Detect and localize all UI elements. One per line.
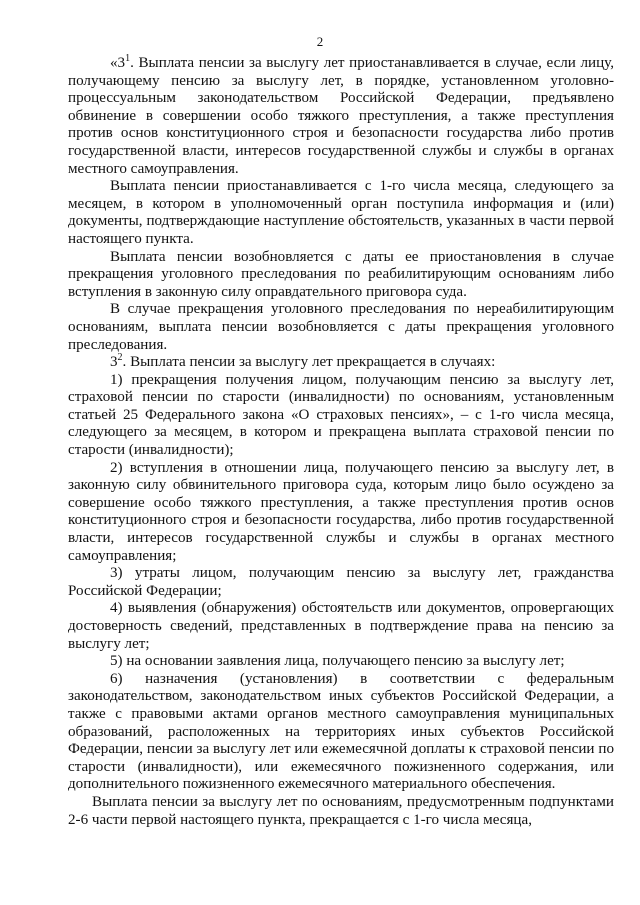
clause-superscript: 1 [125, 52, 131, 64]
list-item-6: 6) назначения (установления) в соответствии с федеральным законодательством, законодательством иных субъектов Российской Федерации, а также с правовыми актами органов местного самоуправления муниципальных образований, расположенных на территориях иных субъектов Российской Федерации, пенсии за выслугу лет или ежемесячной доплаты к страховой пенсии по старости (инвалидности), или ежемесячного пожизненного содержания, или дополнительного пожизненного ежемесячного материального обеспечения. [68, 670, 614, 793]
paragraph-text: . Выплата пенсии за выслугу лет прекращается в случаях: [122, 354, 496, 371]
page-number: 2 [316, 34, 324, 49]
document-body [68, 52, 614, 829]
list-item-4: 4) выявления (обнаружения) обстоятельств или документов, опровергающих достоверность сведений, представленных в подтверждение права на пенсию за выслугу лет; [68, 600, 614, 652]
paragraph-text: . Выплата пенсии за выслугу лет приостанавливается в случае, если лицу, получающему пенсию за выслугу лет, в порядке, установленном уголовно-процессуальным законодательством Российской Федерации, предъявлено обвинение в совершении особо тяжкого преступления, а также преступления против основ конституционного строя и безопасности государства либо против государственной власти, интересов государственной службы и службы в органах местного самоуправления. [68, 55, 614, 177]
paragraph-3-2 [68, 354, 614, 372]
paragraph: В случае прекращения уголовного преследования по нереабилитирующим основаниям, выплата пенсии возобновляется с даты прекращения уголовного преследования. [68, 301, 614, 353]
paragraph: Выплата пенсии приостанавливается с 1-го числа месяца, следующего за месяцем, в котором в уполномоченный орган поступила информация и (или) документы, подтверждающие наступление обстоятельств, указанных в части первой настоящего пункта. [68, 178, 614, 247]
clause-number: «3 [110, 55, 126, 71]
list-item-2: 2) вступления в отношении лица, получающего пенсию за выслугу лет, в законную силу обвинительного приговора суда, которым лицо было осуждено за совершение особо тяжкого преступления, а также преступления против основ конституционного строя и безопасности государства, либо против государственной власти, интересов государственной службы и службы в органах местного самоуправления; [68, 459, 614, 564]
list-item-1: 1) прекращения получения лицом, получающим пенсию за выслугу лет, страховой пенсии по старости (инвалидности) по основаниям, установленным статьей 25 Федерального закона «О страховых пенсиях», – с 1-го числа месяца, следующего за месяцем, в котором и прекращена выплата страховой пенсии по старости (инвалидности); [68, 371, 614, 459]
paragraph: Выплата пенсии возобновляется с даты ее приостановления в случае прекращения уголовного преследования по реабилитирующим основаниям либо вступления в законную силу оправдательного приговора суда. [68, 248, 614, 300]
paragraph: Выплата пенсии за выслугу лет по основаниям, предусмотренным подпунктами 2-6 части первой настоящего пункта, прекращается с 1-го числа месяца, [68, 793, 614, 828]
list-item-5: 5) на основании заявления лица, получающего пенсию за выслугу лет; [110, 653, 565, 670]
list-item-3: 3) утраты лицом, получающим пенсию за выслугу лет, гражданства Российской Федерации; [68, 565, 614, 599]
clause-superscript: 2 [117, 352, 123, 364]
paragraph-3-1 [68, 52, 614, 178]
clause-number: 3 [110, 354, 118, 371]
